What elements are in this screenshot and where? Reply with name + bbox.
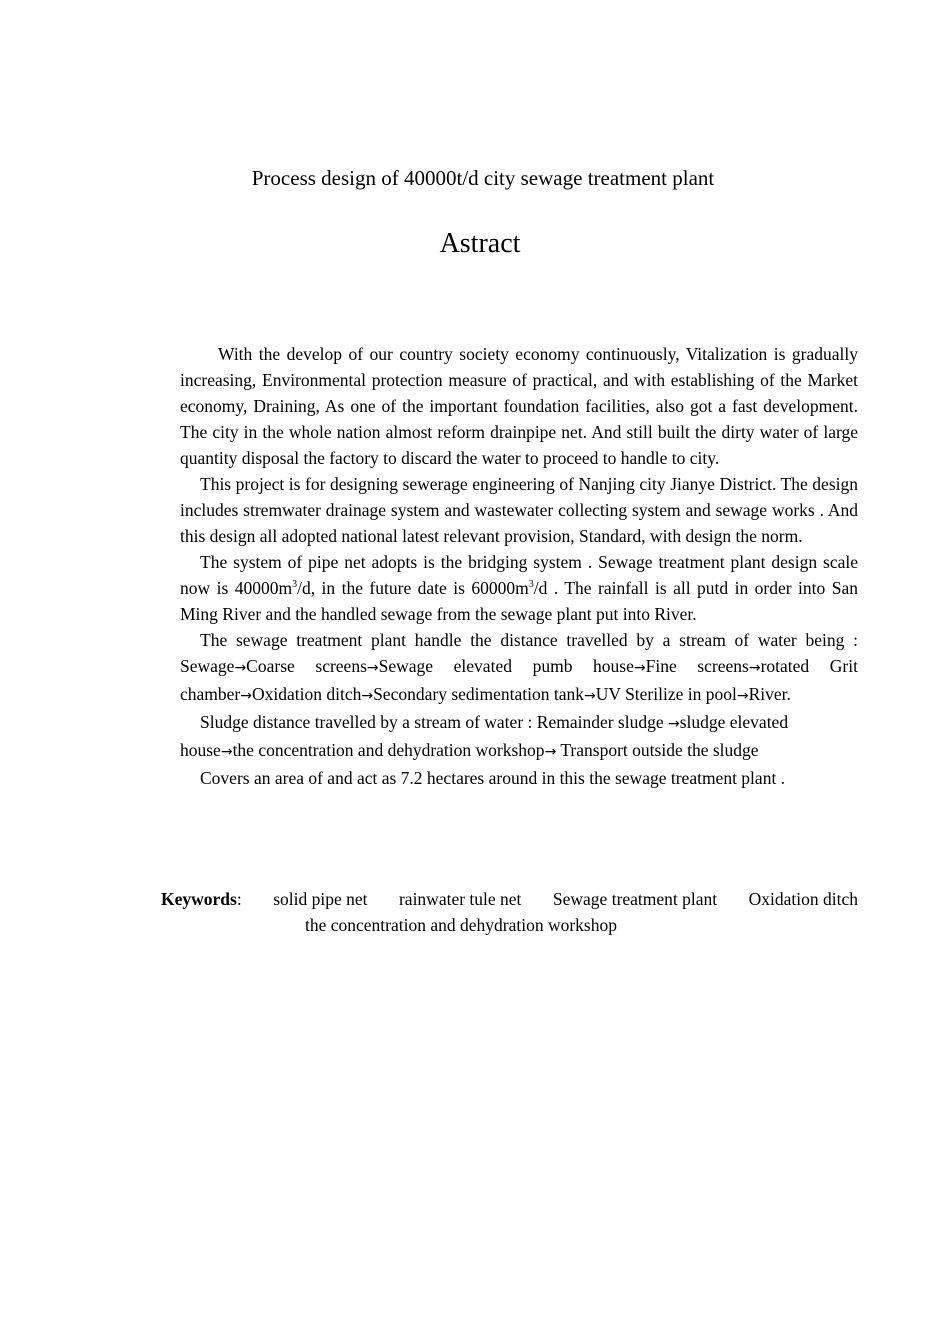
keywords-label-group — [161, 886, 242, 912]
keyword-item: Sewage treatment plant — [552, 889, 718, 909]
flow-step: Secondary sedimentation tank — [373, 684, 584, 704]
abstract-paragraph-2: This project is for designing sewerage engineering of Nanjing city Jianye District. The design includes stremwater drainage system and wastewater collecting system and sewage works . And this design all adopted national latest relevant provision, Standard, with design the norm. — [180, 474, 858, 546]
flow-step: Coarse screens — [246, 656, 367, 676]
flow-arrow-icon: → — [240, 688, 252, 704]
flow-arrow-icon: → — [667, 716, 680, 732]
flow-arrow-icon: → — [234, 660, 247, 676]
flow-arrow-icon: → — [220, 744, 233, 760]
keywords-line-1 — [161, 886, 858, 912]
keywords-colon: : — [236, 889, 242, 909]
superscript-3: 3 — [292, 579, 298, 591]
keyword-item: Oxidation ditch — [748, 889, 858, 909]
flow-step: Sewage elevated pumb house — [378, 656, 634, 676]
keywords-line-2 — [161, 912, 858, 938]
keyword-item: rainwater tule net — [398, 889, 522, 909]
flow-step: rotated Grit chamber — [180, 656, 858, 704]
sewage-process-flow — [180, 656, 858, 704]
flow-step: Transport outside the sludge — [560, 740, 759, 760]
abstract-body — [180, 341, 858, 791]
abstract-paragraph-1: With the develop of our country society economy continuously, Vitalization is gradually increasing, Environmental protection measure of practical, and with establishing of the Market economy, Draining, As one of the important foundation facilities, also got a fast development. The city in the whole nation almost reform drainpipe net. And still built the dirty water of large quantity disposal the factory to discard the water to proceed to handle to city. — [180, 344, 858, 468]
flow-arrow-icon: → — [748, 660, 761, 676]
abstract-paragraph-5 — [180, 709, 858, 765]
flow-step: sludge elevated house — [180, 712, 789, 760]
flow-arrow-icon: → — [633, 660, 646, 676]
paragraph-3-text-c: /d . The rainfall is all putd in order into San Ming River and the handled sewage from the sewage plant put into River. — [180, 578, 858, 624]
flow-step: the concentration and dehydration workshop — [232, 740, 545, 760]
flow-step: Fine screens — [645, 656, 749, 676]
keywords-label: Keywords — [161, 889, 237, 909]
keyword-item: solid pipe net — [273, 889, 368, 909]
abstract-paragraph-4 — [180, 627, 858, 709]
flow-step: Oxidation ditch — [251, 684, 362, 704]
flow-arrow-icon: → — [584, 688, 596, 704]
flow-step: UV Sterilize in pool — [595, 684, 737, 704]
keywords-section — [161, 886, 858, 938]
flow-arrow-icon: → — [361, 688, 374, 704]
paragraph-3-text-a: The system of pipe net adopts is the bridging system . Sewage treatment plant design scale now is 40000m — [180, 552, 858, 598]
flow-step: River. — [748, 684, 791, 704]
keyword-item: the concentration and dehydration workshop — [305, 915, 617, 935]
paragraph-3-text-b: /d, in the future date is 60000m — [297, 578, 529, 598]
flow-arrow-icon: → — [366, 660, 379, 676]
abstract-paragraph-3 — [180, 549, 858, 627]
abstract-heading: Astract — [439, 228, 521, 259]
sludge-flow-intro: Sludge distance travelled by a stream of water : — [200, 712, 533, 732]
flow-arrow-icon: → — [544, 744, 557, 760]
process-flow-intro: The sewage treatment plant handle the distance travelled by a stream of water being : — [200, 630, 858, 650]
document-title: Process design of 40000t/d city sewage treatment plant — [251, 166, 715, 190]
flow-step: Remainder sludge — [536, 712, 664, 732]
flow-arrow-icon: → — [736, 688, 749, 704]
abstract-paragraph-6: Covers an area of and act as 7.2 hectares around in this the sewage treatment plant . — [200, 768, 786, 788]
flow-step: Sewage — [180, 656, 235, 676]
superscript-3: 3 — [528, 579, 534, 591]
